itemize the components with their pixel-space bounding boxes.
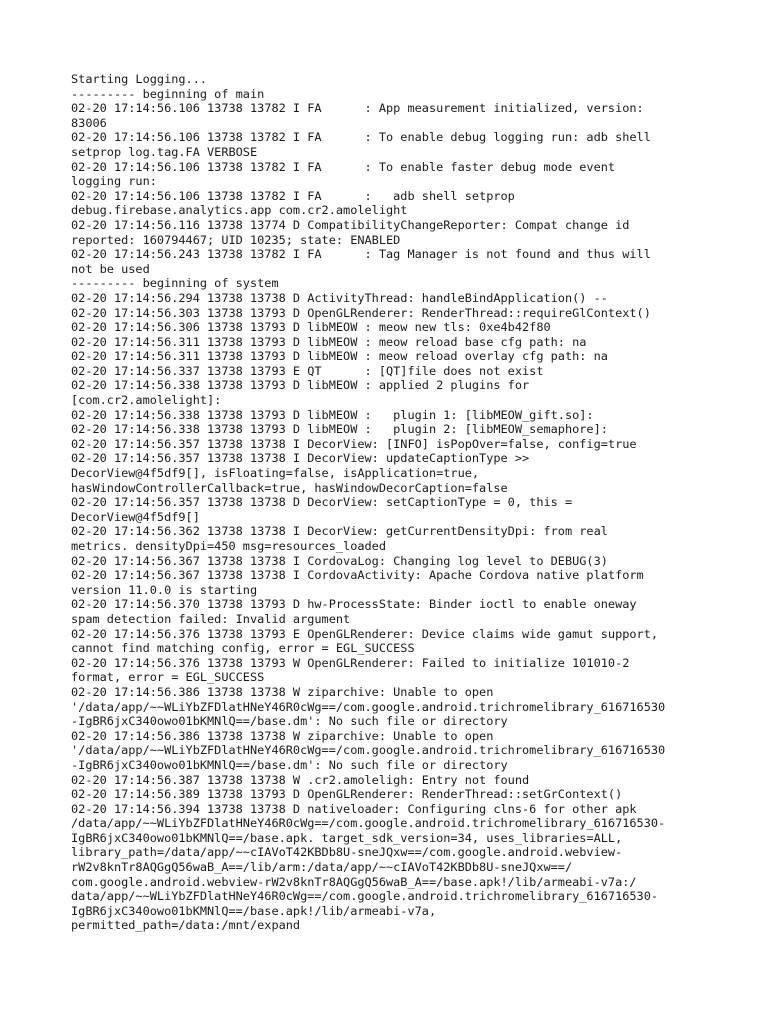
log-line: spam detection failed: Invalid argument [71, 611, 351, 626]
log-line: 02-20 17:14:56.376 13738 13793 W OpenGLRenderer: Failed to initialize 101010-2 [71, 655, 630, 670]
log-line: 02-20 17:14:56.303 13738 13793 D OpenGLRenderer: RenderThread::requireGlContext() [71, 305, 651, 320]
log-line: reported: 160794467; UID 10235; state: ENABLED [71, 232, 401, 247]
log-line: 02-20 17:14:56.338 13738 13793 D libMEOW : plugin 2: [libMEOW_semaphore]: [71, 422, 608, 437]
log-line: DecorView@4f5df9[] [71, 509, 200, 524]
log-line: rW2v8knTr8AQGgQ56waB_A==/lib/arm:/data/app/~~cIAVoT42KBDb8U-sneJQxw==/ [71, 860, 573, 875]
log-line: 02-20 17:14:56.106 13738 13782 I FA : To enable faster debug mode event [71, 159, 616, 174]
log-line: library_path=/data/app/~~cIAVoT42KBDb8U-sneJQxw==/com.google.android.webview- [71, 845, 623, 860]
log-line: 02-20 17:14:56.389 13738 13793 D OpenGLRenderer: RenderThread::setGrContext() [71, 787, 623, 802]
log-line: 02-20 17:14:56.306 13738 13793 D libMEOW : meow new tls: 0xe4b42f80 [71, 320, 551, 335]
log-line: metrics. densityDpi=450 msg=resources_loaded [71, 539, 386, 553]
log-text-body [71, 72, 711, 933]
log-line: DecorView@4f5df9[], isFloating=false, isApplication=true, [71, 466, 480, 481]
log-line: 02-20 17:14:56.362 13738 13738 I DecorView: getCurrentDensityDpi: from real [71, 524, 608, 539]
log-line: -IgBR6jxC340owo01bKMNlQ==/base.dm': No such file or directory [71, 714, 508, 729]
log-line: 83006 [71, 115, 107, 130]
log-line: version 11.0.0 is starting [71, 582, 258, 597]
log-line: 02-20 17:14:56.337 13738 13793 E QT : [QT]file does not exist [71, 363, 544, 378]
log-line: hasWindowControllerCallback=true, hasWindowDecorCaption=false [71, 480, 508, 495]
log-line: format, error = EGL_SUCCESS [71, 670, 265, 685]
log-line: 02-20 17:14:56.386 13738 13738 W ziparchive: Unable to open [71, 728, 494, 743]
log-line: 02-20 17:14:56.338 13738 13793 D libMEOW : applied 2 plugins for [71, 378, 530, 393]
log-line: '/data/app/~~WLiYbZFDlatHNeY46R0cWg==/com.google.android.trichromelibrary_616716530 [71, 743, 666, 758]
log-line: data/app/~~WLiYbZFDlatHNeY46R0cWg==/com.google.android.trichromelibrary_616716530- [71, 889, 659, 904]
log-line: cannot find matching config, error = EGL_SUCCESS [71, 641, 415, 656]
log-line: 02-20 17:14:56.357 13738 13738 I DecorView: updateCaptionType >> [71, 451, 530, 466]
log-line: 02-20 17:14:56.376 13738 13793 E OpenGLRenderer: Device claims wide gamut support, [71, 626, 659, 641]
log-line: 02-20 17:14:56.387 13738 13738 W .cr2.amoleligh: Entry not found [71, 772, 530, 787]
log-line: 02-20 17:14:56.106 13738 13782 I FA : App measurement initialized, version: [71, 101, 644, 116]
log-line: 02-20 17:14:56.357 13738 13738 I DecorView: [INFO] isPopOver=false, config=true [71, 436, 637, 451]
log-line: 02-20 17:14:56.394 13738 13738 D nativeloader: Configuring clns-6 for other apk [71, 801, 637, 816]
log-line: '/data/app/~~WLiYbZFDlatHNeY46R0cWg==/com.google.android.trichromelibrary_616716530 [71, 699, 666, 714]
log-line: 02-20 17:14:56.116 13738 13774 D CompatibilityChangeReporter: Compat change id [71, 217, 630, 232]
log-line: 02-20 17:14:56.367 13738 13738 I CordovaActivity: Apache Cordova native platform [71, 568, 644, 583]
log-line: -IgBR6jxC340owo01bKMNlQ==/base.dm': No such file or directory [71, 757, 508, 772]
log-line: --------- beginning of main [71, 86, 265, 101]
log-line: IgBR6jxC340owo01bKMNlQ==/base.apk. target_sdk_version=34, uses_libraries=ALL, [71, 830, 623, 845]
log-line: /data/app/~~WLiYbZFDlatHNeY46R0cWg==/com.google.android.trichromelibrary_616716530- [71, 816, 666, 831]
log-line: setprop log.tag.FA VERBOSE [71, 144, 258, 159]
log-line: 02-20 17:14:56.370 13738 13793 D hw-ProcessState: Binder ioctl to enable oneway [71, 597, 637, 612]
log-line: not be used [71, 261, 150, 276]
log-line: 02-20 17:14:56.311 13738 13793 D libMEOW : meow reload base cfg path: na [71, 334, 587, 349]
log-line: --------- beginning of system [71, 276, 279, 291]
log-line: 02-20 17:14:56.294 13738 13738 D ActivityThread: handleBindApplication() -- [71, 290, 608, 305]
log-line: com.google.android.webview-rW2v8knTr8AQGgQ56waB_A==/base.apk!/lib/armeabi-v7a:/ [71, 874, 637, 889]
log-line: IgBR6jxC340owo01bKMNlQ==/base.apk!/lib/armeabi-v7a, [71, 903, 437, 918]
log-line: 02-20 17:14:56.311 13738 13793 D libMEOW : meow reload overlay cfg path: na [71, 349, 608, 364]
log-line: permitted_path=/data:/mnt/expand [71, 918, 301, 933]
log-line: debug.firebase.analytics.app com.cr2.amolelight [71, 203, 408, 218]
log-line: 02-20 17:14:56.106 13738 13782 I FA : To enable debug logging run: adb shell [71, 130, 651, 145]
log-line: 02-20 17:14:56.386 13738 13738 W ziparchive: Unable to open [71, 684, 494, 699]
log-line: [com.cr2.amolelight]: [71, 393, 222, 408]
log-line: Starting Logging... [71, 72, 208, 86]
log-line: 02-20 17:14:56.357 13738 13738 D DecorView: setCaptionType = 0, this = [71, 495, 573, 510]
log-line: 02-20 17:14:56.243 13738 13782 I FA : Tag Manager is not found and thus will [71, 247, 651, 262]
log-line: logging run: [71, 174, 157, 189]
log-line: 02-20 17:14:56.338 13738 13793 D libMEOW : plugin 1: [libMEOW_gift.so]: [71, 407, 594, 422]
log-line: 02-20 17:14:56.367 13738 13738 I CordovaLog: Changing log level to DEBUG(3) [71, 553, 608, 568]
log-line: 02-20 17:14:56.106 13738 13782 I FA : adb shell setprop [71, 188, 515, 203]
